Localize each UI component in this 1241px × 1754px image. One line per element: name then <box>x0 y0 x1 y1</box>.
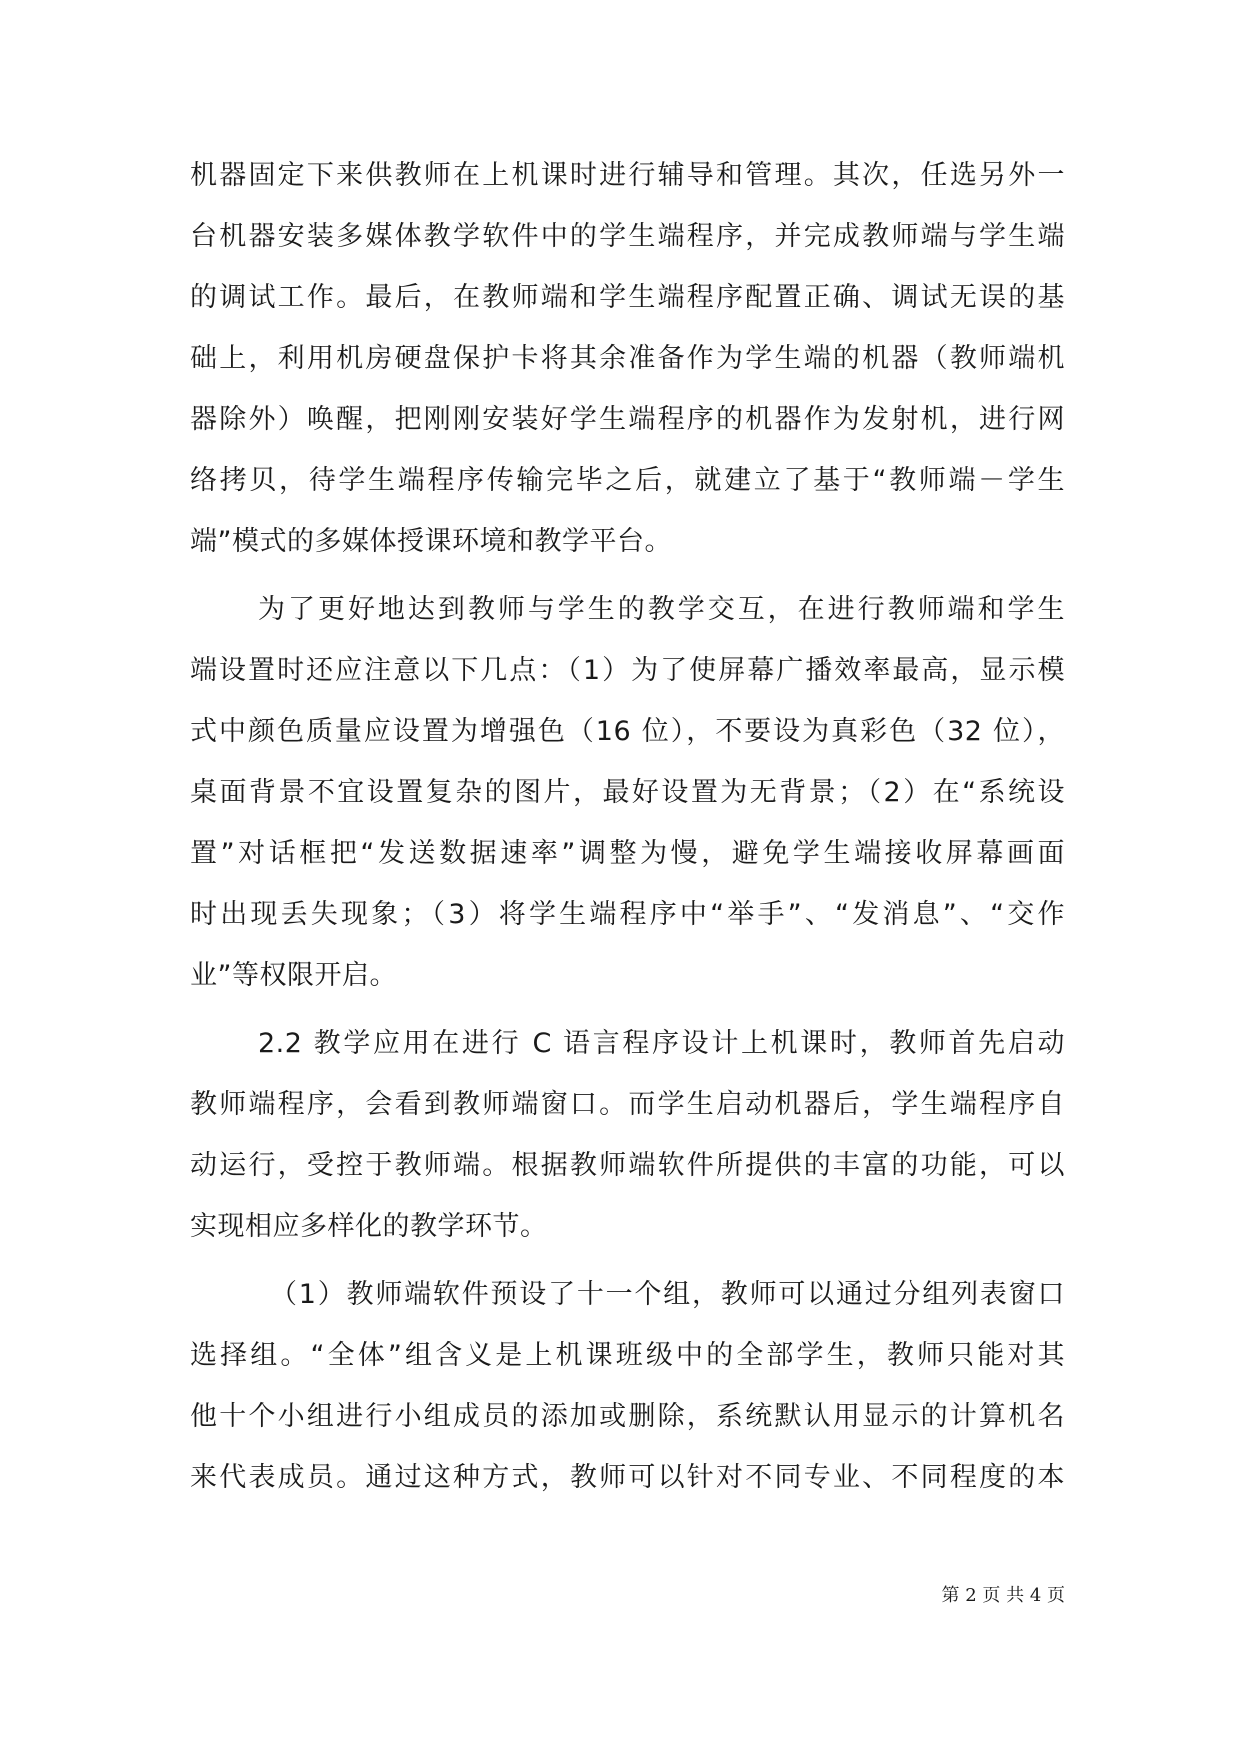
paragraph-line: 为了更好地达到教师与学生的教学交互，在进行教师端和学生 <box>258 594 1065 625</box>
paragraph-line: 端”模式的多媒体授课环境和教学平台。 <box>190 526 672 557</box>
paragraph-line: 式中颜色质量应设置为增强色（16 位），不要设为真彩色（32 位）， <box>190 716 1065 747</box>
page-number-footer: 第 2 页 共 4 页 <box>941 1585 1065 1606</box>
paragraph-line: 实现相应多样化的教学环节。 <box>190 1211 548 1242</box>
paragraph-line: 机器固定下来供教师在上机课时进行辅导和管理。其次，任选另外一 <box>190 160 1065 191</box>
paragraph-line: 端设置时还应注意以下几点：（1）为了使屏幕广播效率最高，显示模 <box>190 655 1065 686</box>
paragraph-line: 桌面背景不宜设置复杂的图片，最好设置为无背景；（2）在“系统设 <box>190 777 1065 808</box>
paragraph-line: （1）教师端软件预设了十一个组，教师可以通过分组列表窗口 <box>270 1279 1065 1310</box>
paragraph-line: 动运行，受控于教师端。根据教师端软件所提供的丰富的功能，可以 <box>190 1150 1065 1181</box>
paragraph-line: 的调试工作。最后，在教师端和学生端程序配置正确、调试无误的基 <box>190 282 1065 313</box>
paragraph-line: 业”等权限开启。 <box>190 960 397 991</box>
paragraph-line: 选择组。“全体”组含义是上机课班级中的全部学生，教师只能对其 <box>190 1340 1065 1371</box>
paragraph-line: 器除外）唤醒，把刚刚安装好学生端程序的机器作为发射机，进行网 <box>190 404 1065 435</box>
paragraph-line: 础上，利用机房硬盘保护卡将其余准备作为学生端的机器（教师端机 <box>190 343 1065 374</box>
paragraph-line: 台机器安装多媒体教学软件中的学生端程序，并完成教师端与学生端 <box>190 221 1065 252</box>
paragraph-line: 时出现丢失现象；（3）将学生端程序中“举手”、“发消息”、“交作 <box>190 899 1065 930</box>
paragraph-line: 置”对话框把“发送数据速率”调整为慢，避免学生端接收屏幕画面 <box>190 838 1065 869</box>
paragraph-line: 络拷贝，待学生端程序传输完毕之后，就建立了基于“教师端－学生 <box>190 465 1065 496</box>
paragraph-line: 教师端程序，会看到教师端窗口。而学生启动机器后，学生端程序自 <box>190 1089 1065 1120</box>
paragraph-line: 2.2 教学应用在进行 C 语言程序设计上机课时，教师首先启动 <box>258 1028 1065 1059</box>
paragraph-line: 来代表成员。通过这种方式，教师可以针对不同专业、不同程度的本 <box>190 1462 1065 1493</box>
paragraph-line: 他十个小组进行小组成员的添加或删除，系统默认用显示的计算机名 <box>190 1401 1065 1432</box>
